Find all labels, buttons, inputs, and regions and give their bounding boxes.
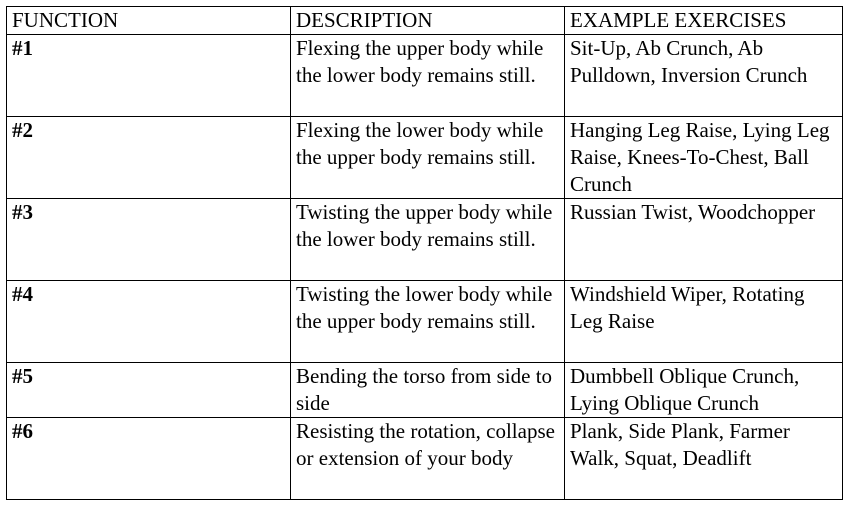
- function-cell: #5: [7, 363, 291, 418]
- table-header-row: [7, 7, 843, 35]
- table-row: [7, 418, 843, 500]
- description-cell: Resisting the rotation, collapse or extension of your body: [291, 418, 565, 500]
- function-cell: #1: [7, 35, 291, 117]
- header-function: FUNCTION: [7, 7, 291, 35]
- description-cell: Twisting the lower body while the upper body remains still.: [291, 281, 565, 363]
- table-row: [7, 35, 843, 117]
- table-row: [7, 199, 843, 281]
- table-row: [7, 363, 843, 418]
- description-cell: Bending the torso from side to side: [291, 363, 565, 418]
- document-page: [6, 6, 843, 500]
- table-row: [7, 281, 843, 363]
- examples-cell: Sit-Up, Ab Crunch, Ab Pulldown, Inversion Crunch: [565, 35, 843, 117]
- header-example-exercises: EXAMPLE EXERCISES: [565, 7, 843, 35]
- description-cell: Flexing the upper body while the lower body remains still.: [291, 35, 565, 117]
- function-cell: #6: [7, 418, 291, 500]
- header-description: DESCRIPTION: [291, 7, 565, 35]
- function-cell: #2: [7, 117, 291, 199]
- examples-cell: Dumbbell Oblique Crunch, Lying Oblique Crunch: [565, 363, 843, 418]
- table-row: [7, 117, 843, 199]
- examples-cell: Russian Twist, Woodchopper: [565, 199, 843, 281]
- function-cell: #3: [7, 199, 291, 281]
- description-cell: Twisting the upper body while the lower body remains still.: [291, 199, 565, 281]
- examples-cell: Hanging Leg Raise, Lying Leg Raise, Knees-To-Chest, Ball Crunch: [565, 117, 843, 199]
- function-cell: #4: [7, 281, 291, 363]
- ab-functions-table: [6, 6, 843, 500]
- description-cell: Flexing the lower body while the upper body remains still.: [291, 117, 565, 199]
- examples-cell: Windshield Wiper, Rotating Leg Raise: [565, 281, 843, 363]
- examples-cell: Plank, Side Plank, Farmer Walk, Squat, Deadlift: [565, 418, 843, 500]
